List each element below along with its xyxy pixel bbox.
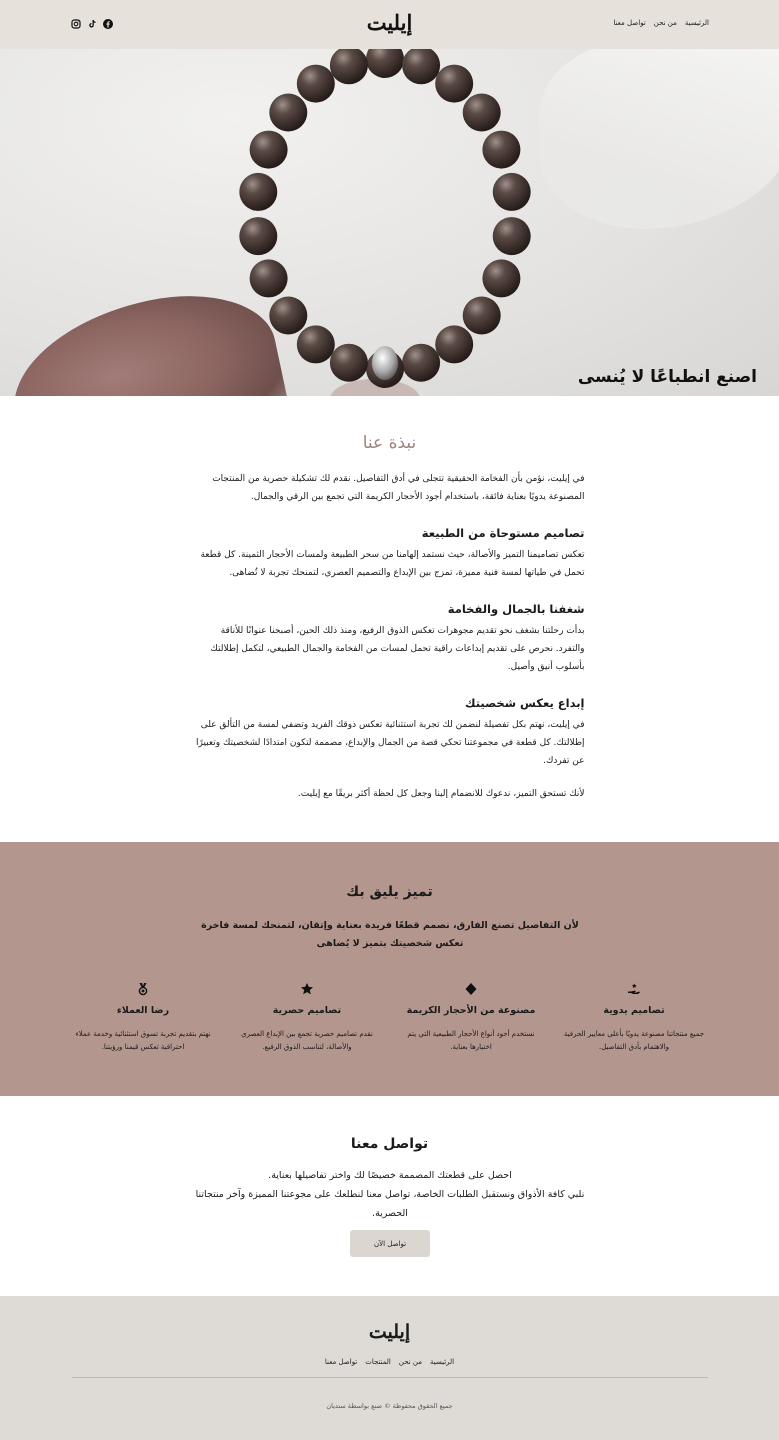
about-heading-passion: شغفنا بالجمال والفخامة xyxy=(447,602,585,616)
footer-nav xyxy=(0,1358,779,1366)
feature-title: تصاميم حصرية xyxy=(272,1005,342,1016)
contact-section xyxy=(0,1096,779,1296)
bracelet-bead xyxy=(366,49,404,78)
bracelet-bead xyxy=(330,344,368,382)
footer-divider xyxy=(72,1377,708,1378)
about-section xyxy=(0,396,779,803)
main-nav xyxy=(613,19,709,27)
bracelet-bead xyxy=(402,49,440,84)
feature-gemstones xyxy=(396,982,546,1054)
hero-banner xyxy=(0,49,779,396)
bracelet-bead xyxy=(482,259,520,297)
site-footer xyxy=(0,1296,779,1440)
bracelet-bead xyxy=(330,49,368,84)
bracelet-bead xyxy=(239,173,277,211)
about-title: نبذة عنا xyxy=(362,433,417,453)
nav-contact[interactable]: تواصل معنا xyxy=(613,19,646,27)
bracelet-bead xyxy=(239,217,277,255)
bracelet-bead xyxy=(493,217,531,255)
hero-backdrop xyxy=(539,49,779,229)
star-icon xyxy=(232,982,382,998)
about-body xyxy=(195,470,585,803)
bracelet-bead xyxy=(297,325,335,363)
contact-line: احصل على قطعتك المصممة خصيصًا لك واختر تفاصيلها بعناية. xyxy=(268,1170,512,1181)
about-text-passion: بدأت رحلتنا بشغف نحو تقديم مجوهرات تعكس الذوق الرفيع، ومنذ ذلك الحين، أصبحنا عنوانًا للأناقة والتفرد. نحرص على تقديم إبداعات راقية تحمل لمسات من الفخامة والجمال الطبيعي، لتكمل إطلالتك بأسلوب أنيق وأصيل. xyxy=(210,626,585,672)
about-text-creativity: في إيليت، نهتم بكل تفصيلة لنضمن لك تجربة استثنائية تعكس ذوقك الفريد وتضفي لمسة من التألق على إطلالتك. كل قطعة في مجموعتنا تحكي قصة من الجمال والإبداع، مصممة لتكون امتدادًا لشخصيتك وتعبيرًا عن تفردك. xyxy=(196,720,585,766)
bracelet-bead xyxy=(402,344,440,382)
about-heading-nature: تصاميم مستوحاة من الطبيعة xyxy=(421,526,585,540)
bracelet-bead xyxy=(269,297,307,335)
about-text-nature: تعكس تصاميمنا التميز والأصالة، حيث نستمد إلهامنا من سحر الطبيعة ولمسات الأحجار الثمينة. كل قطعة تحمل في طياتها لمسة فنية مميزة، تمزج بين الإبداع والتصميم العصري، لتمنحك تجربة لا تُضاهى. xyxy=(200,550,585,578)
about-closing: لأنك تستحق التميز، ندعوك للانضمام إلينا وجعل كل لحظة أكثر بريقًا مع إيليت. xyxy=(297,789,585,799)
feature-title: رضا العملاء xyxy=(116,1005,170,1016)
feature-text: جميع منتجاتنا مصنوعة يدويًا بأعلى معايير الحرفية والاهتمام بأدق التفاصيل. xyxy=(563,1030,705,1051)
feature-title: تصاميم يدوية xyxy=(603,1005,665,1016)
site-header xyxy=(0,0,779,49)
bracelet-bead xyxy=(250,131,288,169)
tiktok-icon[interactable] xyxy=(87,19,97,29)
feature-title: مصنوعة من الأحجار الكريمة xyxy=(406,1005,536,1016)
feature-text: نهتم بتقديم تجربة تسوق استثنائية وخدمة عملاء احترافية تعكس قيمنا ورؤيتنا. xyxy=(75,1030,211,1051)
bracelet-bead xyxy=(435,325,473,363)
site-logo[interactable]: إيليت xyxy=(366,10,413,35)
feature-handmade xyxy=(559,982,709,1054)
bracelet-bead xyxy=(250,259,288,297)
feature-text: نقدم تصاميم حصرية تجمع بين الإبداع العصري والأصالة، لتناسب الذوق الرفيع. xyxy=(241,1030,373,1051)
bracelet-bead xyxy=(297,65,335,103)
medal-icon xyxy=(68,982,218,998)
hand-icon xyxy=(559,982,709,998)
bracelet-bead xyxy=(269,94,307,132)
bracelet-bead xyxy=(435,65,473,103)
bracelet-image xyxy=(230,49,550,389)
social-links xyxy=(71,19,113,29)
instagram-icon[interactable] xyxy=(71,19,81,29)
footer-nav-products[interactable]: المنتجات xyxy=(365,1358,391,1366)
contact-line: نلبي كافة الأذواق ونستقبل الطلبات الخاصة، تواصل معنا لنطلعك على مجوعتنا المميزة وآخر منتجاتنا الحصرية. xyxy=(195,1189,585,1219)
features-subtitle: لأن التفاصيل تصنع الفارق، نصمم قطعًا فريدة بعناية وإتقان، لتمنحك لمسة فاخرة تعكس شخصيتك بتميز لا يُضاهى xyxy=(201,920,579,949)
copyright-text: جميع الحقوق محفوظة © صنع بواسطة ستديان xyxy=(326,1402,453,1410)
gem-icon xyxy=(396,982,546,998)
bracelet-bead xyxy=(463,94,501,132)
bracelet-bead xyxy=(493,173,531,211)
footer-nav-home[interactable]: الرئيسية xyxy=(429,1358,455,1366)
bracelet-bead xyxy=(482,131,520,169)
features-section xyxy=(0,842,779,1096)
footer-logo[interactable]: إيليت xyxy=(368,1321,411,1343)
about-heading-creativity: إبداع يعكس شخصيتك xyxy=(465,696,585,710)
contact-text xyxy=(195,1166,585,1223)
nav-home[interactable]: الرئيسية xyxy=(684,19,709,27)
contact-now-button[interactable]: تواصل الآن xyxy=(350,1230,430,1257)
contact-title: تواصل معنا xyxy=(350,1136,429,1152)
facebook-icon[interactable] xyxy=(103,19,113,29)
bracelet-bead xyxy=(463,297,501,335)
about-intro: في إيليت، نؤمن بأن الفخامة الحقيقية تتجلى في أدق التفاصيل. نقدم لك تشكيلة حصرية من المنتجات المصنوعة يدويًا بعناية فائقة، باستخدام أجود الأحجار الكريمة التي تجمع بين الرقي والجمال. xyxy=(212,474,585,502)
nav-about[interactable]: من نحن xyxy=(653,19,677,27)
footer-nav-about[interactable]: من نحن xyxy=(398,1358,422,1366)
hero-title: اصنع انطباعًا لا يُنسى xyxy=(577,367,757,387)
feature-exclusive xyxy=(232,982,382,1054)
footer-nav-contact[interactable]: تواصل معنا xyxy=(324,1358,358,1366)
feature-satisfaction xyxy=(68,982,218,1054)
feature-text: نستخدم أجود أنواع الأحجار الطبيعية التي يتم اختيارها بعناية. xyxy=(407,1030,535,1051)
bracelet-charm xyxy=(372,346,398,380)
features-title: تميز يليق بك xyxy=(346,884,433,900)
